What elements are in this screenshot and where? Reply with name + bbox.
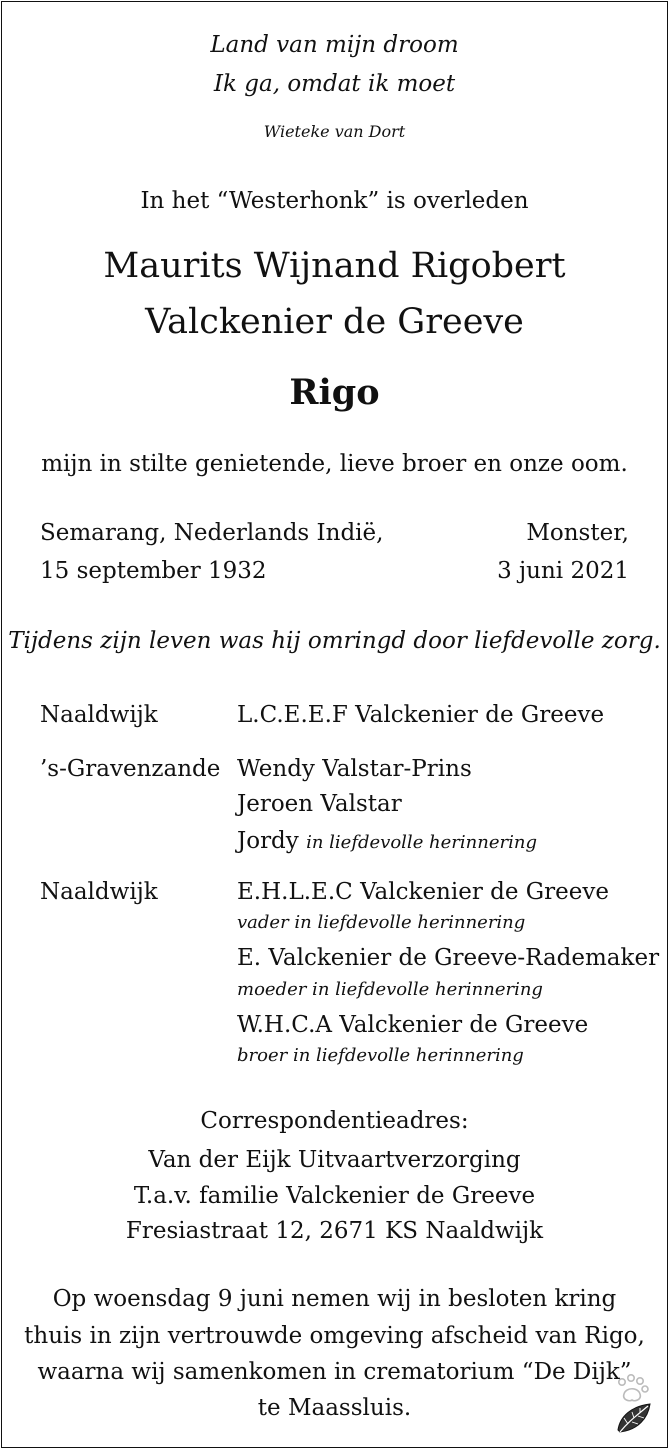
deceased-name-line-1: Maurits Wijnand Rigobert (103, 246, 566, 286)
description-text: mijn in stilte genietende, lieve broer en onze oom. (41, 451, 628, 477)
deceased-nickname: Rigo (289, 372, 380, 413)
family-member-name: Jeroen Valstar (237, 791, 402, 817)
closing-line-4: te Maassluis. (257, 1395, 412, 1421)
family-place: ’s-Gravenzande (40, 756, 221, 782)
family-place: Naaldwijk (40, 702, 158, 728)
correspondence-line-3: Fresiastraat 12, 2671 KS Naaldwijk (125, 1218, 544, 1244)
poem-author: Wieteke van Dort (263, 122, 406, 141)
family-member-note: in liefdevolle herinnering (306, 832, 537, 853)
death-place: Monster, (526, 520, 629, 546)
family-member-name: W.H.C.A Valckenier de Greeve (237, 1012, 589, 1038)
family-member-note: broer in liefdevolle herinnering (237, 1045, 524, 1066)
closing-line-3: waarna wij samenkomen in crematorium “De Dijk” (37, 1359, 632, 1385)
family-member-first-name: Jordy (237, 828, 299, 854)
family-member-name: E. Valckenier de Greeve-Rademaker (237, 945, 660, 971)
family-member-name: E.H.L.E.C Valckenier de Greeve (237, 879, 609, 905)
family-member-note: vader in liefdevolle herinnering (237, 912, 526, 933)
closing-line-1: Op woensdag 9 juni nemen wij in besloten kring (52, 1286, 617, 1312)
obituary-card (1, 1, 668, 1448)
family-member-name: Wendy Valstar-Prins (237, 756, 472, 782)
closing-line-2: thuis in zijn vertrouwde omgeving afscheid van Rigo, (24, 1323, 645, 1349)
family-member-name (237, 828, 537, 854)
death-date: 3 juni 2021 (497, 558, 629, 584)
correspondence-line-1: Van der Eijk Uitvaartverzorging (148, 1147, 521, 1173)
paw-leaf-emblem-icon (612, 1372, 656, 1438)
family-place: Naaldwijk (40, 879, 158, 905)
family-member-note: moeder in liefdevolle herinnering (237, 979, 543, 1000)
poem-line-1: Land van mijn droom (210, 32, 459, 58)
birth-place: Semarang, Nederlands Indië, (40, 520, 384, 546)
tribute-text: Tijdens zijn leven was hij omringd door liefdevolle zorg. (8, 628, 661, 654)
correspondence-line-2: T.a.v. familie Valckenier de Greeve (133, 1183, 536, 1209)
birth-date: 15 september 1932 (40, 558, 267, 584)
poem-line-2: Ik ga, omdat ik moet (213, 71, 456, 97)
intro-text: In het “Westerhonk” is overleden (140, 188, 529, 214)
family-member-name: L.C.E.E.F Valckenier de Greeve (237, 702, 605, 728)
correspondence-heading: Correspondentieadres: (200, 1108, 469, 1134)
deceased-name-line-2: Valckenier de Greeve (145, 302, 524, 342)
